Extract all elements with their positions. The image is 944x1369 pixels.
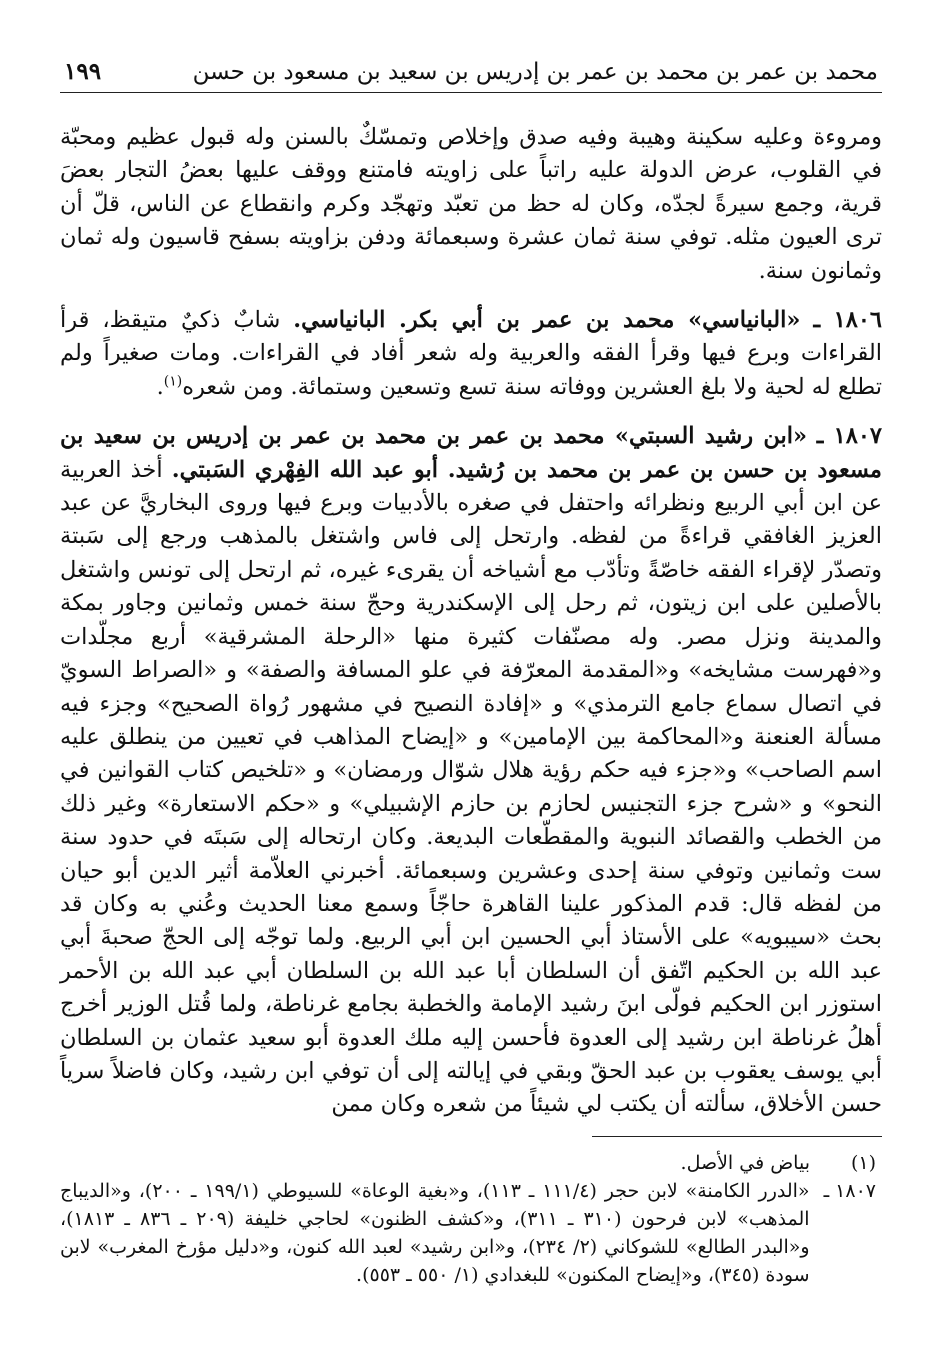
entry-number: ١٨٠٦ ـ [813, 307, 883, 334]
footnote-item [60, 1149, 876, 1177]
book-page [60, 48, 882, 1289]
entry-heading: «ابن رشيد السبتي» محمد بن عمر بن محمد بن عمر بن إدريس بن سعيد بن مسعود بن حسن بن عمر بن محمد بن رُشيد. أبو عبد الله الفِهْري السَبتي. [60, 423, 882, 483]
footnote-number: (١) [850, 1151, 876, 1174]
footnote-number: ١٨٠٧ ـ [823, 1179, 876, 1202]
entry-text: شابٌ ذكيٌ متيقظ، قرأ القراءات وبرع فيها وقرأ الفقه والعربية وله شعر أفاد في القراءات. ومات صغيراً ولم تطلع له لحية ولا بلغ العشرين ووفاته سنة تسع وتسعين وستمائة. ومن شعره [60, 307, 882, 400]
entry-text: أخذ العربية عن ابن أبي الربيع ونظرائه واحتفل في صغره بالأدبيات وبرع فيها وروى البخاريَّ عن عبد العزيز الغافقي قراءةً من لفظه. وارتحل إلى فاس واشتغل بالمذهب ورجع إلى سَبتة وتصدّر لإقراء الفقه خاصّةً وتأدّب مع أشياخه أن يقرىء غيره، ثم ارتحل إلى تونس واشتغل بالأصلين على ابن زيتون، ثم رحل إلى الإسكندرية وحجّ سنة خمس وثمانين وجاور بمكة والمدينة ونزل مصر. وله مصنّفات كثيرة منها «الرحلة المشرقية» أربع مجلّدات و«فهرست مشايخه» و«المقدمة المعرّفة في علو المسافة والصفة» و «الصراط السويّ في اتصال سماع جامع الترمذي» و «إفادة النصيح في مشهور رُواة الصحيح» وجزء فيه مسألة العنعنة و«المحاكمة بين الإمامين» و «إيضاح المذاهب في تعيين من ينطلق عليه اسم الصاحب» و«جزء فيه حكم رؤية هلال شوّال ورمضان» و «تلخيص كتاب القوانين في النحو» و «شرح جزء التجنيس لحازم بن حازم الإشبيلي» و «حكم الاستعارة» وغير ذلك من الخطب والقصائد النبوية والمقطّعات البديعة. وكان ارتحاله إلى سَبتَه في حدود سنة ست وثمانين وتوفي سنة إحدى وعشرين وسبعمائة. أخبرني العلاّمة أثير الدين أبو حيان من لفظه قال: قدم المذكور علينا القاهرة حاجّاً وسمع معنا الحديث وعُني به وكان قد بحث «سيبويه» على الأستاذ أبي الحسين ابن أبي الربيع. ولما توجّه إلى الحجّ صحبةَ أبي عبد الله بن الحكيم اتّفق أن السلطان أبا عبد الله بن السلطان أبي عبد الله بن الأحمر استوزر ابن الحكيم فولّى ابنَ رشيد الإمامة والخطبة بجامع غرناطة، ولما قُتل الوزير أخرج أهلُ غرناطة ابن رشيد إلى العدوة فأحسن إليه ملك العدوة أبو سعيد عثمان بن السلطان أبي يوسف يعقوب بن عبد الحقّ وبقي في إيالته إلى أن توفي ابن رشيد، وكان فاضلاً سرياً حسن الأخلاق، سألته أن يكتب لي شيئاً من شعره وكان ممن [60, 456, 882, 1118]
entry-1806 [60, 304, 882, 404]
footnote-text: بياض في الأصل. [680, 1151, 810, 1174]
entry-tail: . [156, 373, 164, 400]
footnote-marker: (١) [163, 373, 183, 390]
entry-text: ومروءة وعليه سكينة وهيبة وفيه صدق وإخلاص وتمسّكٌ بالسنن وله قبول عظيم ومحبّة في القلوب، عرض الدولة عليه راتباً على زاويته فامتنع ووقف عليها بعضُ التجار بعضَ قرية، وجمع سيرةً لجدّه، وكان له حظ من تعبّد وتهجّد وكرم وانقطاع عن الناس، قلّ أن ترى العيون مثله. توفي سنة ثمان عشرة وسبعمائة ودفن بزاويته بسفح قاسيون وله ثمان وثمانون سنة. [60, 124, 882, 284]
entry-1807 [60, 420, 882, 1122]
page-number: ١٩٩ [64, 58, 102, 85]
running-header [60, 48, 882, 93]
footnote-divider [592, 1136, 882, 1137]
entry-number: ١٨٠٧ ـ [816, 423, 882, 450]
footnote-item [60, 1177, 876, 1289]
footnotes [60, 1149, 882, 1289]
footnote-text: «الدرر الكامنة» لابن حجر (١١١/٤ ـ ١١٣)، و«بغية الوعاة» للسيوطي (١٩٩/١ ـ ٢٠٠)، و«الديباج المذهب» لابن فرحون (٣١٠ ـ ٣١١)، و«كشف الظنون» لحاجي خليفة (٢٠٩ ـ ٨٣٦ ـ ١٨١٣)، و«البدر الطالع» للشوكاني (٢/ ٢٣٤)، و«ابن رشيد» لعبد الله كنون، و«دليل مؤرخ المغرب» لابن سودة (٣٤٥)، و«إيضاح المكنون» للبغدادي (١/ ٥٥٠ ـ ٥٥٣). [60, 1179, 810, 1286]
entry-continuation [60, 121, 882, 288]
running-title: محمد بن عمر بن محمد بن عمر بن إدريس بن سعيد بن مسعود بن حسن [192, 59, 878, 85]
entry-heading: «البانياسي» محمد بن عمر بن أبي بكر. البانياسي. [293, 307, 801, 334]
